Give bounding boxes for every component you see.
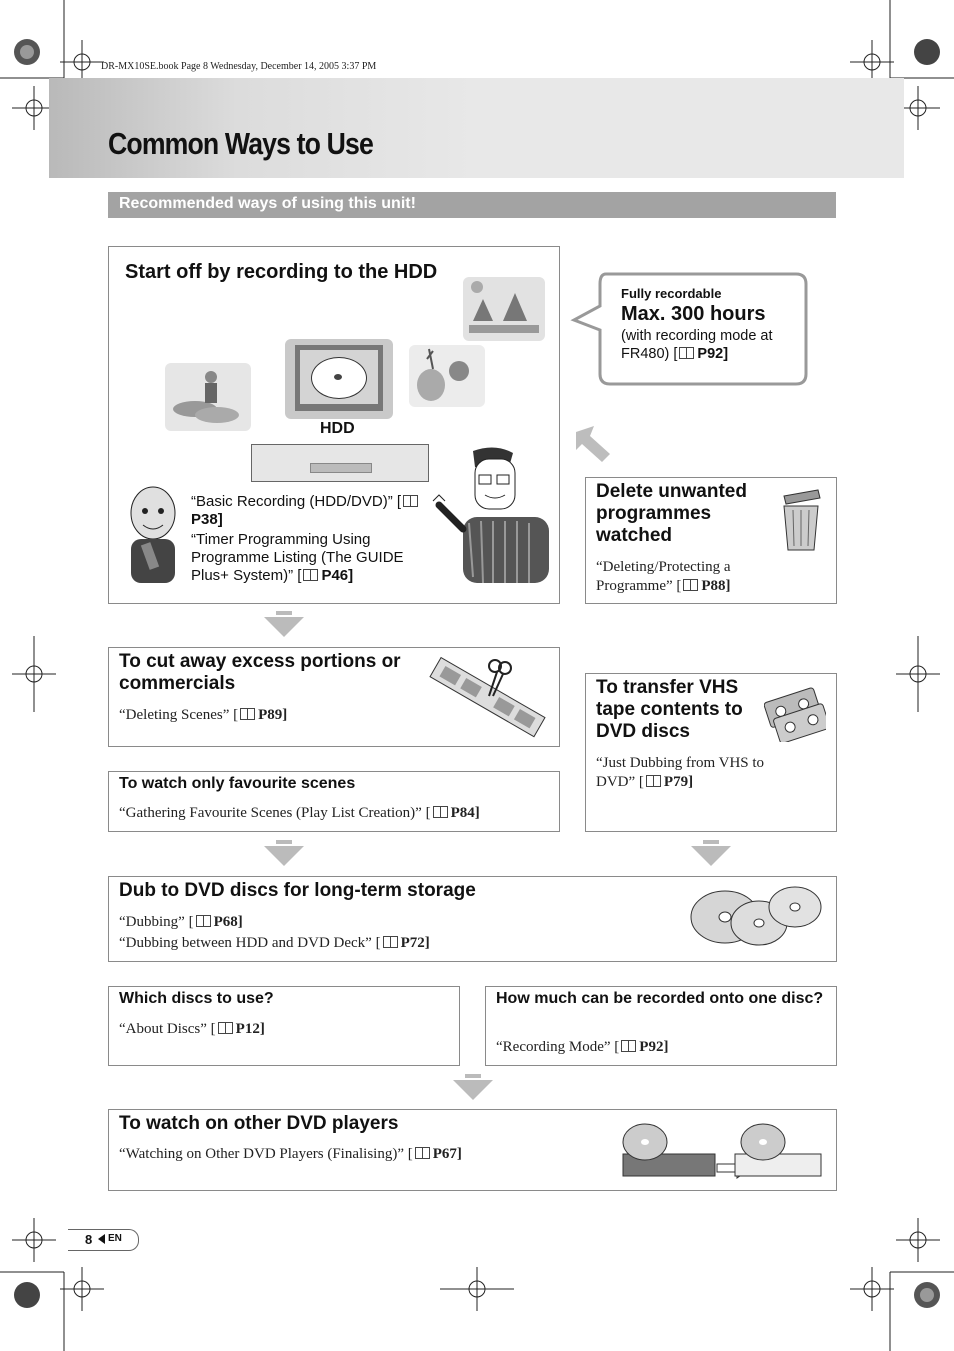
man-character bbox=[429, 443, 551, 587]
book-icon bbox=[646, 775, 661, 787]
vhs-ref[interactable]: “Just Dubbing from VHS to DVD” [ P79] bbox=[596, 755, 765, 790]
delete-ref[interactable]: “Deleting/Protecting a Programme” [ P88] bbox=[596, 559, 731, 594]
arrow-down-icon bbox=[453, 1074, 493, 1100]
vhs-title: To transfer VHS tape contents to DVD discs bbox=[596, 677, 743, 742]
discs-title: Which discs to use? bbox=[119, 990, 274, 1007]
page-number: 8 bbox=[85, 1232, 93, 1247]
book-icon bbox=[303, 569, 318, 581]
book-icon bbox=[240, 708, 255, 720]
arrow-down-icon bbox=[264, 611, 304, 637]
bubble-ref[interactable]: (with recording mode at FR480) [ P92] bbox=[621, 328, 773, 362]
vhs-section bbox=[585, 673, 837, 832]
favourite-title: To watch only favourite scenes bbox=[119, 775, 356, 792]
left-triangle-icon bbox=[98, 1234, 105, 1244]
howmuch-ref[interactable]: “Recording Mode” [ P92] bbox=[496, 1039, 669, 1055]
delete-section bbox=[585, 477, 837, 604]
language-code: EN bbox=[108, 1233, 122, 1244]
other-title: To watch on other DVD players bbox=[119, 1113, 399, 1134]
book-icon bbox=[218, 1022, 233, 1034]
book-icon bbox=[679, 347, 694, 359]
lumberjack-illustration bbox=[165, 363, 251, 431]
start-ref-2[interactable]: “Timer Programming Using Programme Listing (The GUIDE Plus+ System)” [ P46] bbox=[191, 531, 404, 584]
cut-title: To cut away excess portions or commercials bbox=[119, 651, 401, 694]
favourite-ref[interactable]: “Gathering Favourite Scenes (Play List Creation)” [ P84] bbox=[119, 805, 480, 821]
book-icon bbox=[415, 1147, 430, 1159]
page-indicator bbox=[68, 1229, 139, 1251]
howmuch-title: How much can be recorded onto one disc? bbox=[496, 990, 824, 1007]
other-ref[interactable]: “Watching on Other DVD Players (Finalising)” [ P67] bbox=[119, 1146, 462, 1162]
banner-text: Recommended ways of using this unit! bbox=[119, 195, 416, 212]
book-icon bbox=[196, 915, 211, 927]
other-players-section bbox=[108, 1109, 837, 1191]
recorder-device bbox=[251, 444, 429, 482]
start-title: Start off by recording to the HDD bbox=[125, 261, 438, 283]
hdd-label: HDD bbox=[320, 420, 355, 437]
howmuch-section bbox=[485, 986, 837, 1066]
arrow-down-icon bbox=[691, 840, 731, 866]
vhs-tapes-icon bbox=[764, 684, 826, 742]
start-ref-1[interactable]: “Basic Recording (HDD/DVD)” [P38] bbox=[191, 493, 431, 529]
diagonal-arrow-icon bbox=[572, 424, 614, 464]
book-icon bbox=[403, 495, 418, 507]
trash-can-icon bbox=[778, 486, 824, 554]
start-section bbox=[108, 246, 560, 604]
book-icon bbox=[683, 579, 698, 591]
bubble-line-1: Fully recordable bbox=[621, 286, 722, 301]
discs-icon bbox=[689, 883, 825, 949]
film-scissors-icon bbox=[427, 656, 547, 740]
favourite-section bbox=[108, 771, 560, 832]
capacity-bubble bbox=[621, 286, 801, 363]
dub-title: Dub to DVD discs for long-term storage bbox=[119, 880, 476, 901]
delete-title: Delete unwanted programmes watched bbox=[596, 481, 747, 546]
safari-illustration bbox=[409, 345, 485, 407]
dub-section bbox=[108, 876, 837, 962]
dub-ref-2[interactable]: “Dubbing between HDD and DVD Deck” [ P72] bbox=[119, 935, 430, 951]
book-icon bbox=[383, 936, 398, 948]
discs-section bbox=[108, 986, 460, 1066]
dub-ref-1[interactable]: “Dubbing” [ P68] bbox=[119, 914, 243, 930]
cut-ref[interactable]: “Deleting Scenes” [ P89] bbox=[119, 707, 288, 723]
arrow-down-icon bbox=[264, 840, 304, 866]
cut-section bbox=[108, 647, 560, 747]
book-icon bbox=[433, 806, 448, 818]
dvd-players-icon bbox=[619, 1118, 825, 1182]
tv-illustration bbox=[285, 339, 393, 419]
bubble-line-2: Max. 300 hours bbox=[621, 303, 766, 325]
discs-ref[interactable]: “About Discs” [ P12] bbox=[119, 1021, 265, 1037]
banner bbox=[108, 192, 836, 218]
book-icon bbox=[621, 1040, 636, 1052]
boy-character bbox=[121, 477, 185, 585]
file-info: DR-MX10SE.book Page 8 Wednesday, December 14, 2005 3:37 PM bbox=[101, 61, 377, 72]
page-title: Common Ways to Use bbox=[108, 126, 373, 161]
landscape-illustration bbox=[463, 277, 545, 341]
